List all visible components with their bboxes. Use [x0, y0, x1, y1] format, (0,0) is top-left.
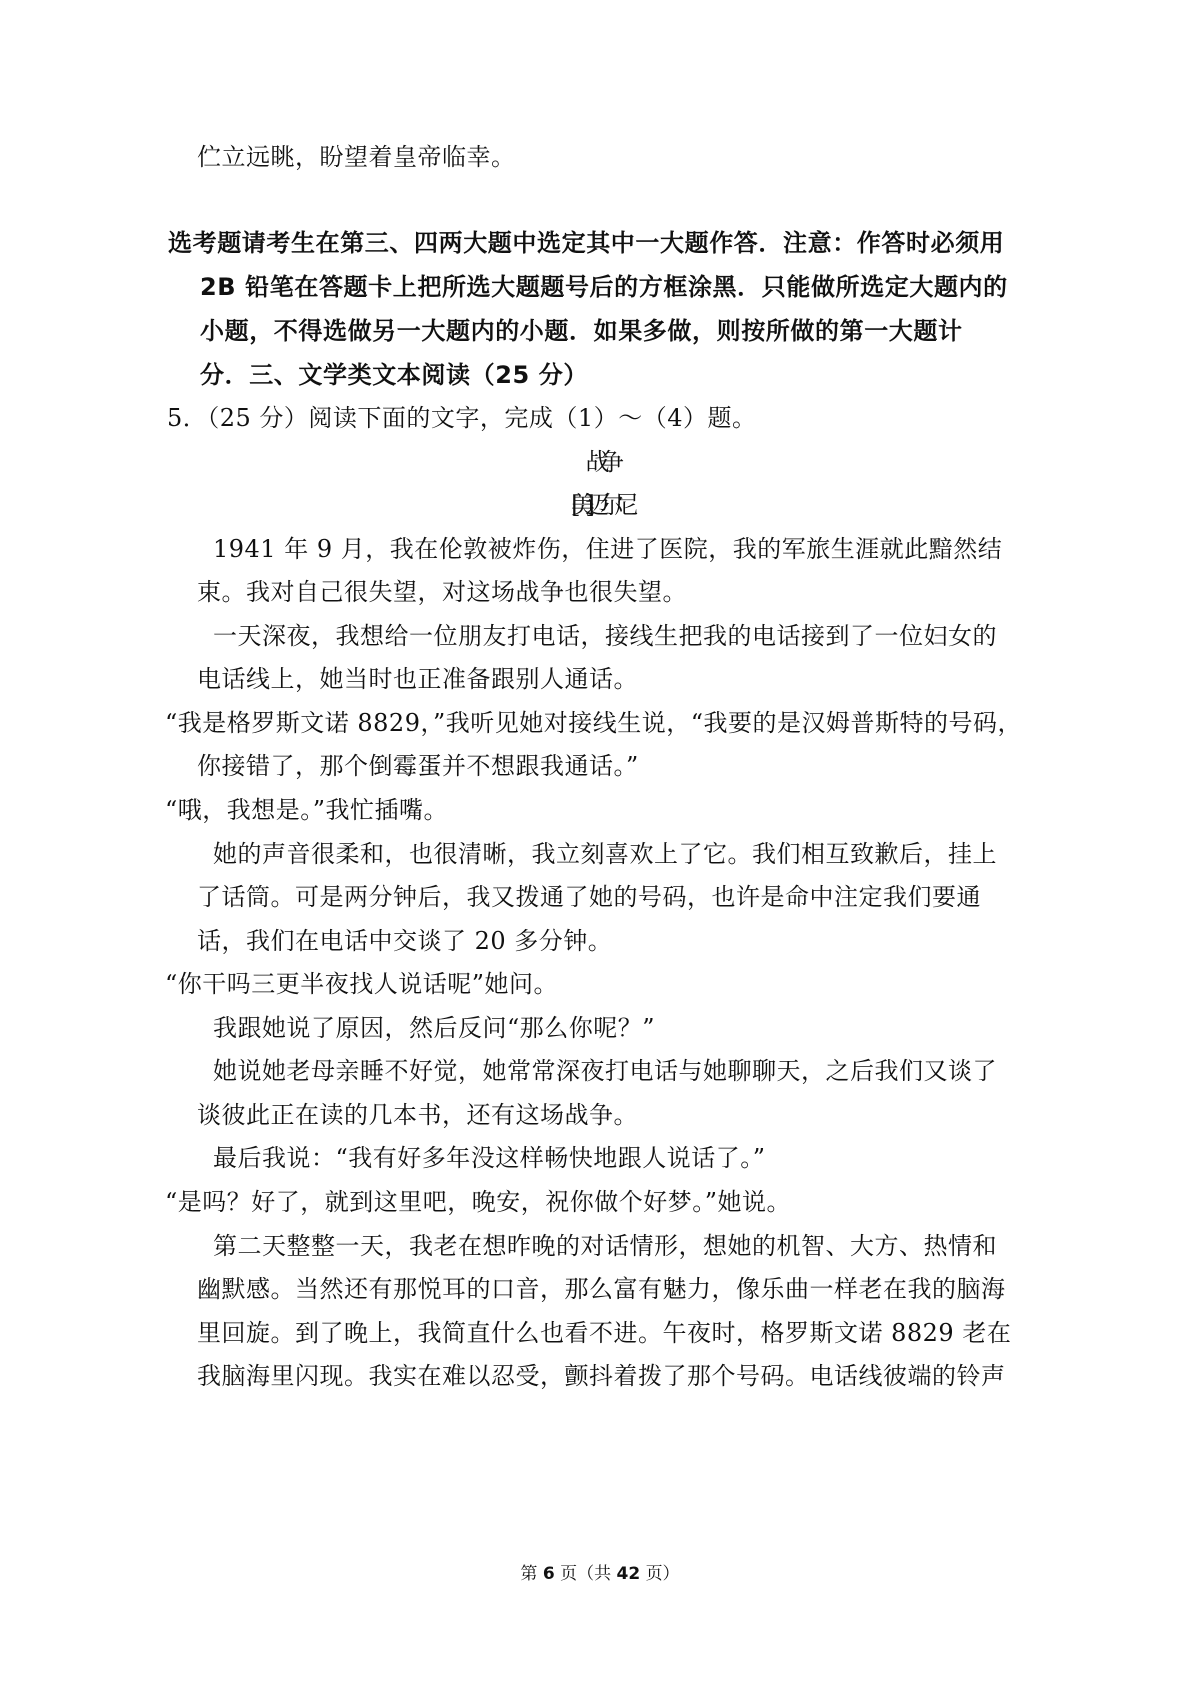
story-line: 她说她老母亲睡不好觉，她常常深夜打电话与她聊聊天，之后我们又谈了	[213, 1057, 997, 1085]
story-line: 束。我对自己很失望，对这场战争也很失望。	[197, 578, 687, 606]
story-line: “我是格罗斯文诺 8829，”我听见她对接线生说，“我要的是汉姆普斯特的号码，	[165, 709, 1023, 737]
story-line: 我跟她说了原因，然后反问“那么你呢？”	[213, 1014, 656, 1042]
story-line: 幽默感。当然还有那悦耳的口音，那么富有魅力，像乐曲一样老在我的脑海	[197, 1275, 1006, 1303]
story-line: 她的声音很柔和，也很清晰，我立刻喜欢上了它。我们相互致歉后，挂上	[213, 840, 997, 868]
story-line: 话，我们在电话中交谈了 20 多分钟。	[197, 927, 613, 955]
story-line: “是吗？好了，就到这里吧，晚安，祝你做个好梦。”她说。	[165, 1188, 792, 1216]
story-line: 了话筒。可是两分钟后，我又拨通了她的号码，也许是命中注定我们要通	[197, 883, 981, 911]
story-line: 谈彼此正在读的几本书，还有这场战争。	[197, 1101, 638, 1129]
story-line: 一天深夜，我想给一位朋友打电话，接线生把我的电话接到了一位妇女的	[213, 622, 997, 650]
instruction-line: 小题，不得选做另一大题内的小题．如果多做，则按所做的第一大题计	[200, 317, 963, 345]
story-line: “你干吗三更半夜找人说话呢”她问。	[165, 970, 559, 998]
story-author: [美]迈尔尼	[571, 491, 629, 519]
story-line: “哦，我想是。”我忙插嘴。	[165, 796, 449, 824]
story-title: 战争	[585, 448, 615, 476]
story-line: 里回旋。到了晚上，我简直什么也看不进。午夜时，格罗斯文诺 8829 老在	[197, 1319, 1012, 1347]
footer-total-pages: 42	[616, 1564, 641, 1584]
footer-middle: 页（共	[560, 1564, 612, 1584]
continuation-line: 伫立远眺，盼望着皇帝临幸。	[197, 143, 516, 171]
story-line: 最后我说：“我有好多年没这样畅快地跟人说话了。”	[213, 1144, 766, 1172]
footer-suffix: 页）	[645, 1564, 680, 1584]
instruction-line: 选考题请考生在第三、四两大题中选定其中一大题作答．注意：作答时必须用	[168, 229, 1005, 257]
page-footer	[0, 1563, 1200, 1585]
story-line: 我脑海里闪现。我实在难以忍受，颤抖着拨了那个号码。电话线彼端的铃声	[197, 1362, 1006, 1390]
story-line: 1941 年 9 月，我在伦敦被炸伤，住进了医院，我的军旅生涯就此黯然结	[213, 535, 1003, 563]
instruction-line: 2B 铅笔在答题卡上把所选大题题号后的方框涂黑．只能做所选定大题内的	[200, 273, 1008, 301]
question-heading: 5．（25 分）阅读下面的文字，完成（1）～（4）题。	[167, 404, 757, 432]
footer-prefix: 第	[520, 1564, 538, 1584]
story-line: 你接错了，那个倒霉蛋并不想跟我通话。”	[197, 752, 639, 780]
footer-page-number: 6	[542, 1564, 555, 1584]
story-line: 电话线上，她当时也正准备跟别人通话。	[197, 665, 638, 693]
instruction-line: 分．三、文学类文本阅读（25 分）	[200, 361, 588, 389]
story-line: 第二天整整一天，我老在想昨晚的对话情形，想她的机智、大方、热情和	[213, 1232, 997, 1260]
